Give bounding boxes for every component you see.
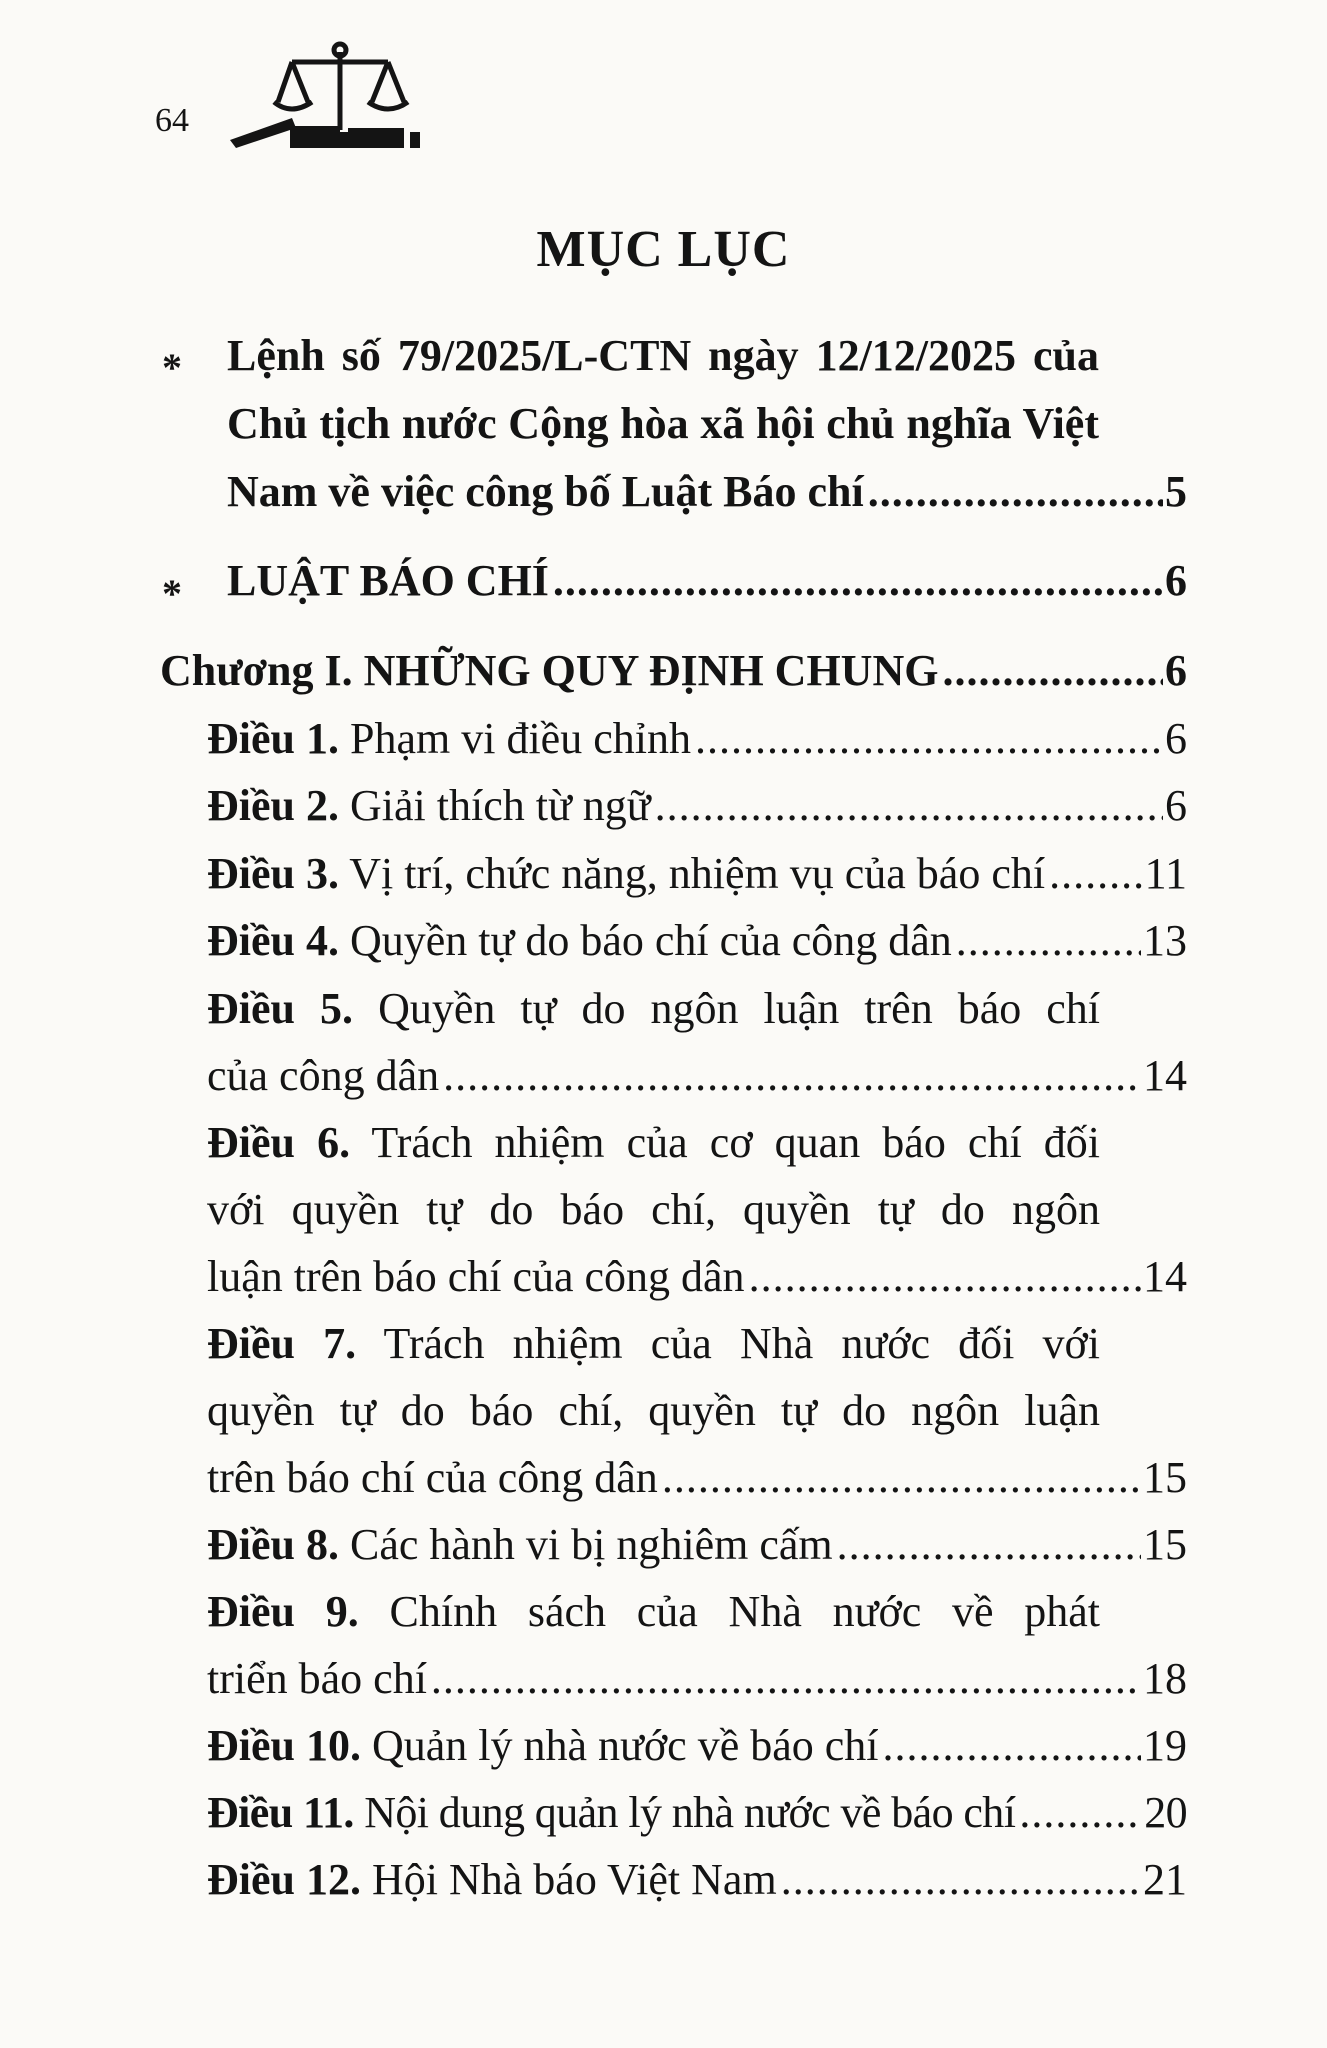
toc-entry-dieu-3[interactable] xyxy=(207,848,1187,899)
toc-entry-text: triển báo chí xyxy=(207,1654,427,1703)
leader-dots xyxy=(695,714,1163,763)
toc-entry-dieu-7-line1[interactable] xyxy=(207,1318,1100,1369)
toc-entry-text: LUẬT BÁO CHÍ xyxy=(227,556,549,605)
toc-entry-text: Phạm vi điều chỉnh xyxy=(350,714,691,763)
toc-page-number: 15 xyxy=(1143,1453,1187,1502)
article-label: Điều 12. xyxy=(207,1855,361,1904)
toc-page-number: 13 xyxy=(1143,916,1187,965)
toc-entry-dieu-7-line3[interactable] xyxy=(207,1452,1187,1503)
toc-entry-dieu-8[interactable] xyxy=(207,1519,1187,1570)
toc-entry-dieu-5-line2[interactable] xyxy=(207,1050,1187,1101)
article-label: Điều 2. xyxy=(207,781,339,830)
toc-entry-text: Quản lý nhà nước về báo chí xyxy=(372,1721,879,1770)
toc-page-number: 15 xyxy=(1143,1520,1187,1569)
bullet-asterisk: * xyxy=(162,571,182,616)
article-label: Điều 10. xyxy=(207,1721,361,1770)
toc-entry-text: trên báo chí của công dân xyxy=(207,1453,658,1502)
toc-entry-dieu-4[interactable] xyxy=(207,915,1187,966)
toc-entry-dieu-7-line2: quyền tự do báo chí, quyền tự do ngôn luận xyxy=(207,1386,1100,1435)
toc-entry-dieu-9-line1[interactable] xyxy=(207,1586,1100,1637)
bullet-asterisk: * xyxy=(162,345,182,390)
toc-entry-dieu-1[interactable] xyxy=(207,713,1187,764)
leader-dots xyxy=(883,1721,1141,1770)
article-label: Điều 6. xyxy=(207,1118,351,1167)
toc-entry-text: Nội dung quản lý nhà nước về báo chí xyxy=(364,1788,1016,1837)
article-label: Điều 5. xyxy=(207,984,354,1033)
toc-title: MỤC LỤC xyxy=(536,221,791,278)
toc-entry-dieu-6-line2: với quyền tự do báo chí, quyền tự do ngôn xyxy=(207,1185,1100,1234)
toc-page-number: 14 xyxy=(1143,1051,1187,1100)
toc-entry-text: Trách nhiệm của cơ quan báo chí đối xyxy=(371,1118,1101,1167)
toc-page-number: 11 xyxy=(1144,849,1187,898)
toc-page-number: 18 xyxy=(1143,1654,1187,1703)
toc-entry-text: Chương I. NHỮNG QUY ĐỊNH CHUNG xyxy=(160,646,939,695)
toc-entry-luat-bao-chi[interactable] xyxy=(227,555,1187,606)
article-label: Điều 1. xyxy=(207,714,339,763)
toc-entry-text: Chính sách của Nhà nước về phát xyxy=(389,1587,1101,1636)
toc-entry-dieu-6-line3[interactable] xyxy=(207,1251,1187,1302)
toc-entry-text: Hội Nhà báo Việt Nam xyxy=(372,1855,777,1904)
leader-dots xyxy=(942,646,1163,695)
article-label: Điều 7. xyxy=(207,1319,357,1368)
toc-entry-text: Các hành vi bị nghiêm cấm xyxy=(350,1520,833,1569)
leader-dots xyxy=(749,1252,1141,1301)
toc-entry-lenh-line1: Lệnh số 79/2025/L-CTN ngày 12/12/2025 của xyxy=(227,331,1099,380)
toc-entry-chuong-1[interactable] xyxy=(160,645,1187,696)
toc-page-number: 5 xyxy=(1165,467,1187,516)
toc-page-number: 6 xyxy=(1165,781,1187,830)
toc-page-number: 6 xyxy=(1165,556,1187,605)
toc-entry-dieu-2[interactable] xyxy=(207,780,1187,831)
toc-page-number: 6 xyxy=(1165,646,1187,695)
toc-entry-dieu-12[interactable] xyxy=(207,1854,1187,1905)
leader-dots xyxy=(1049,849,1143,898)
toc-entry-text: Nam về việc công bố Luật Báo chí xyxy=(227,467,864,516)
toc-entry-dieu-10[interactable] xyxy=(207,1720,1187,1771)
toc-entry-lenh-line2: Chủ tịch nước Cộng hòa xã hội chủ nghĩa Việt xyxy=(227,399,1099,448)
toc-entry-text: luận trên báo chí của công dân xyxy=(207,1252,745,1301)
toc-entry-dieu-11[interactable] xyxy=(207,1787,1187,1838)
toc-entry-text: Trách nhiệm của Nhà nước đối với xyxy=(383,1319,1101,1368)
leader-dots xyxy=(1019,1788,1142,1837)
toc-entry-text: Quyền tự do ngôn luận trên báo chí xyxy=(378,984,1101,1033)
leader-dots xyxy=(443,1051,1141,1100)
toc-entry-dieu-6-line1[interactable] xyxy=(207,1117,1100,1168)
toc-entry-text: Giải thích từ ngữ xyxy=(350,781,651,830)
toc-entry-text: của công dân xyxy=(207,1051,440,1100)
leader-dots xyxy=(655,781,1163,830)
toc-page-number: 19 xyxy=(1143,1721,1187,1770)
scales-of-justice-gavel-icon xyxy=(230,40,450,150)
article-label: Điều 8. xyxy=(207,1520,339,1569)
toc-entry-lenh-line3[interactable] xyxy=(227,466,1187,517)
article-label: Điều 4. xyxy=(207,916,339,965)
leader-dots xyxy=(868,467,1163,516)
leader-dots xyxy=(781,1855,1141,1904)
page-header xyxy=(155,40,455,150)
toc-entry-text: Vị trí, chức năng, nhiệm vụ của báo chí xyxy=(349,849,1046,898)
leader-dots xyxy=(956,916,1141,965)
article-label: Điều 9. xyxy=(207,1587,359,1636)
article-label: Điều 11. xyxy=(207,1788,354,1837)
toc-page-number: 21 xyxy=(1143,1855,1187,1904)
leader-dots xyxy=(662,1453,1141,1502)
toc-entry-dieu-5-line1[interactable] xyxy=(207,983,1100,1034)
toc-entry-dieu-9-line2[interactable] xyxy=(207,1653,1187,1704)
toc-page-number: 20 xyxy=(1144,1788,1187,1837)
toc-entry-text: Quyền tự do báo chí của công dân xyxy=(350,916,952,965)
toc-page-number: 14 xyxy=(1143,1252,1187,1301)
page-number: 64 xyxy=(155,102,189,139)
toc-page-number: 6 xyxy=(1165,714,1187,763)
article-label: Điều 3. xyxy=(207,849,339,898)
leader-dots xyxy=(553,556,1163,605)
leader-dots xyxy=(837,1520,1141,1569)
leader-dots xyxy=(431,1654,1141,1703)
